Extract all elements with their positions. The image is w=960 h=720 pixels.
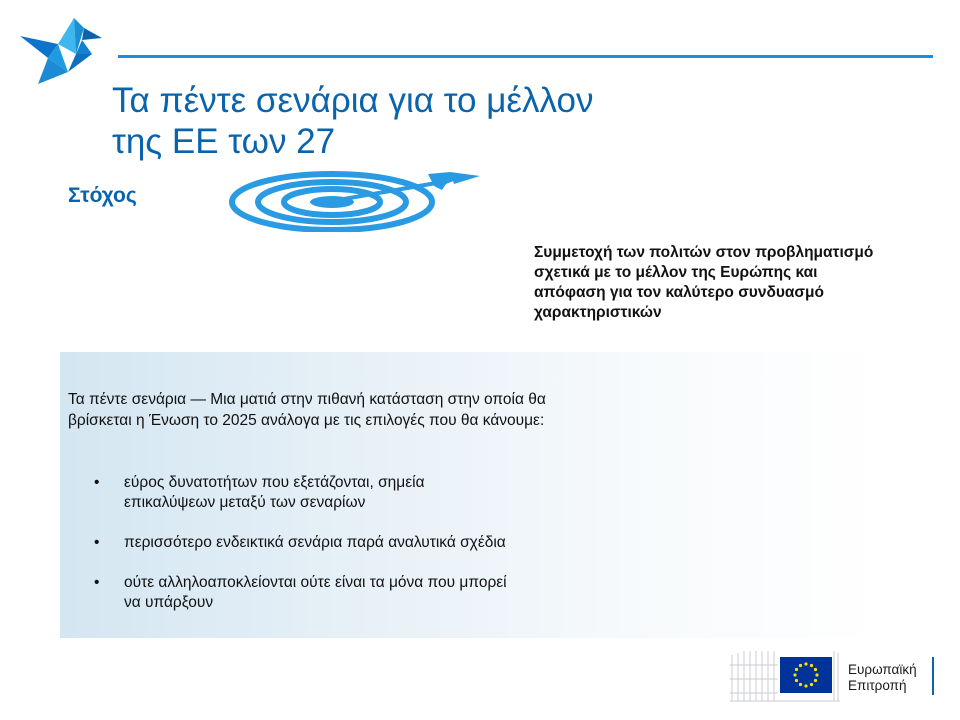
ec-name-line-1: Ευρωπαϊκή [848, 662, 917, 677]
page-title [112, 80, 792, 162]
title-line-1: Τα πέντε σενάρια για το μέλλον [112, 81, 594, 120]
title-line-2: της ΕΕ των 27 [112, 122, 336, 161]
ec-name-line-2: Επιτροπή [848, 678, 907, 693]
bullet-marker: • [94, 574, 100, 591]
ec-accent-bar [932, 657, 934, 695]
bullet-marker: • [94, 474, 100, 491]
goal-description: Συμμετοχή των πολιτών στον προβληματισμό σχετικά με το μέλλον της Ευρώπης και απόφαση για τον καλύτερο συνδυασμό χαρακτηριστικών [534, 244, 874, 321]
bullet-text: περισσότερο ενδεικτικά σενάρια παρά αναλυτικά σχέδια [124, 534, 506, 551]
ec-name [848, 662, 917, 694]
target-arrow-icon [228, 168, 484, 232]
goal-label: Στόχος [68, 184, 137, 207]
bullet-text: εύρος δυνατοτήτων που εξετάζονται, σημεία επικαλύψεων μεταξύ των σεναρίων [124, 474, 425, 511]
bullet-text: ούτε αλληλοαποκλείονται ούτε είναι τα μόνα που μπορεί να υπάρξουν [124, 574, 507, 611]
list-item [90, 573, 510, 613]
origami-bird-icon [18, 14, 104, 88]
list-item [90, 533, 510, 553]
panel-intro-text: Τα πέντε σενάρια — Μια ματιά στην πιθανή κατάσταση στην οποία θα βρίσκεται η Ένωση το 2025 ανάλογα με τις επιλογές που θα κάνουμε: [68, 391, 546, 429]
bullet-list [90, 473, 510, 633]
bullet-marker: • [94, 534, 100, 551]
european-commission-logo [730, 645, 940, 705]
header-divider [118, 55, 933, 58]
eu-flag-icon [780, 657, 832, 693]
list-item [90, 473, 510, 513]
